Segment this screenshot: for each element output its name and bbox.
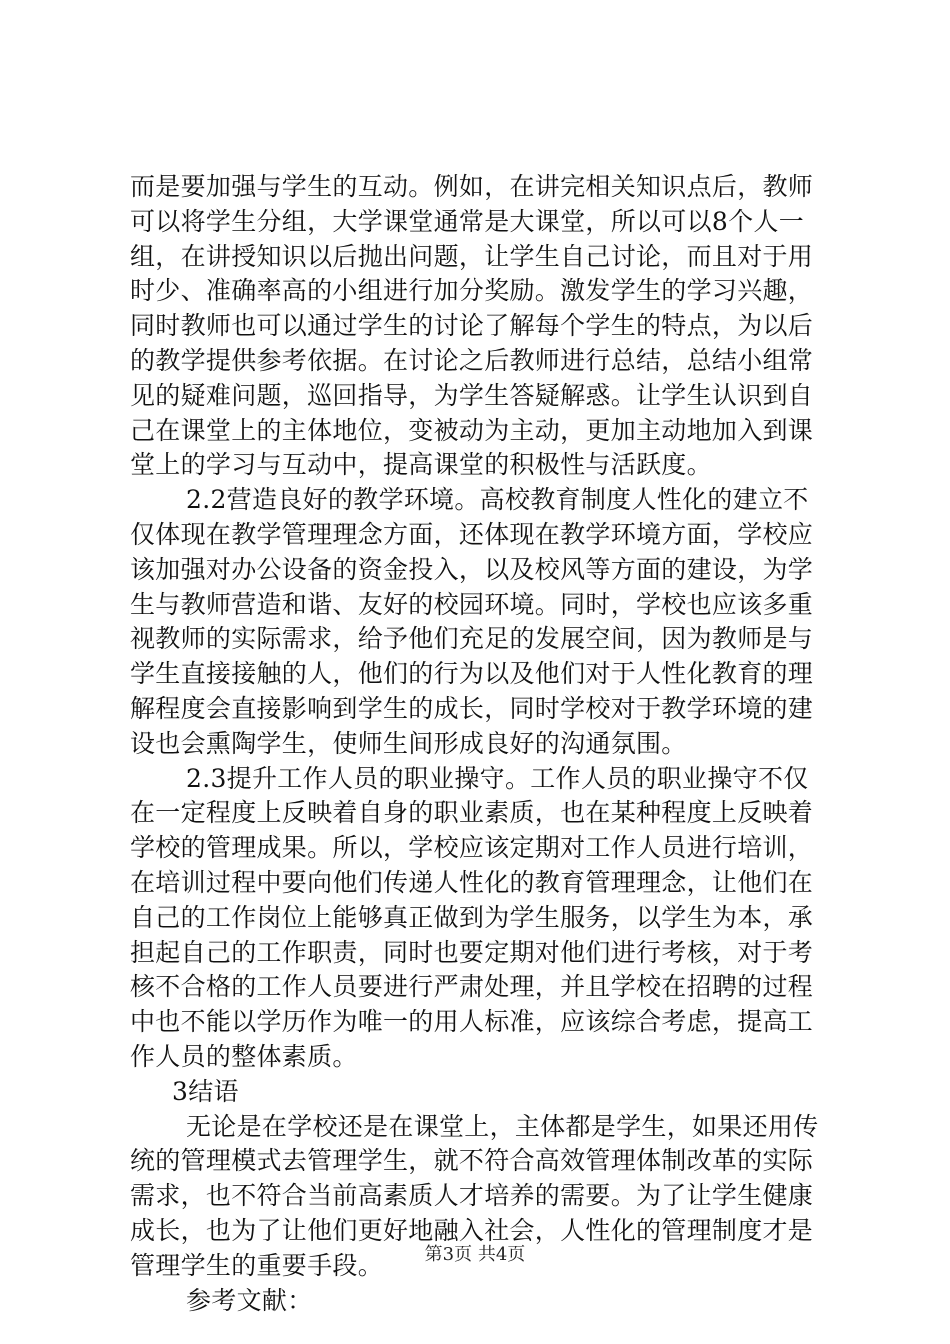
text-line: 见的疑难问题，巡回指导，为学生答疑解惑。让学生认识到自 (130, 380, 814, 410)
text-line: 堂上的学习与互动中，提高课堂的积极性与活跃度。 (130, 450, 712, 480)
body-text (130, 170, 830, 1318)
text-line: 设也会熏陶学生，使师生间形成良好的沟通氛围。 (130, 728, 687, 758)
text-line: 该加强对办公设备的资金投入，以及校风等方面的建设，为学 (130, 554, 814, 584)
text-line: 视教师的实际需求，给予他们充足的发展空间，因为教师是与 (130, 624, 814, 654)
text-line: 解程度会直接影响到学生的成长，同时学校对于教学环境的建 (130, 693, 814, 723)
page-number-footer: 第3页 共4页 (424, 1244, 526, 1265)
text-line: 成长，也为了让他们更好地融入社会，人性化的管理制度才是 (130, 1215, 814, 1245)
section-2-3-heading-line: 2.3提升工作人员的职业操守。工作人员的职业操守不仅 (186, 763, 809, 793)
text-line: 管理学生的重要手段。 (130, 1250, 384, 1280)
text-line: 自己的工作岗位上能够真正做到为学生服务，以学生为本，承 (130, 902, 814, 932)
text-line: 而是要加强与学生的互动。例如，在讲完相关知识点后，教师 (130, 172, 814, 201)
text-line: 仅体现在教学管理理念方面，还体现在教学环境方面，学校应 (130, 519, 814, 549)
text-line: 学校的管理成果。所以，学校应该定期对工作人员进行培训， (130, 833, 814, 863)
text-line: 的教学提供参考依据。在讨论之后教师进行总结，总结小组常 (130, 345, 814, 375)
text-line: 组，在讲授知识以后抛出问题，让学生自己讨论，而且对于用 (130, 241, 814, 271)
text-line: 担起自己的工作职责，同时也要定期对他们进行考核，对于考 (130, 937, 814, 967)
text-line: 同时教师也可以通过学生的讨论了解每个学生的特点，为以后 (130, 311, 814, 341)
text-line: 需求，也不符合当前高素质人才培养的需要。为了让学生健康 (130, 1181, 814, 1211)
text-line: 作人员的整体素质。 (130, 1041, 358, 1071)
references-heading: 参考文献： (186, 1285, 313, 1315)
text-line: 核不合格的工作人员要进行严肃处理，并且学校在招聘的过程 (130, 972, 814, 1002)
section-3-heading: 3结语 (172, 1076, 239, 1106)
section-2-2-heading-line: 2.2营造良好的教学环境。高校教育制度人性化的建立不 (186, 485, 809, 515)
text-line: 中也不能以学历作为唯一的用人标准，应该综合考虑，提高工 (130, 1007, 814, 1037)
text-line: 己在课堂上的主体地位，变被动为主动，更加主动地加入到课 (130, 415, 814, 445)
text-line: 在一定程度上反映着自身的职业素质，也在某种程度上反映着 (130, 798, 814, 828)
text-line: 可以将学生分组，大学课堂通常是大课堂，所以可以8个人一 (130, 206, 805, 236)
text-line: 生与教师营造和谐、友好的校园环境。同时，学校也应该多重 (130, 589, 814, 619)
text-line: 学生直接接触的人，他们的行为以及他们对于人性化教育的理 (130, 659, 814, 689)
text-line: 时少、准确率高的小组进行加分奖励。激发学生的学习兴趣， (130, 276, 814, 306)
conclusion-first-line: 无论是在学校还是在课堂上，主体都是学生，如果还用传 (186, 1111, 819, 1141)
text-line: 统的管理模式去管理学生，就不符合高效管理体制改革的实际 (130, 1146, 814, 1176)
text-line: 在培训过程中要向他们传递人性化的教育管理理念，让他们在 (130, 867, 814, 897)
